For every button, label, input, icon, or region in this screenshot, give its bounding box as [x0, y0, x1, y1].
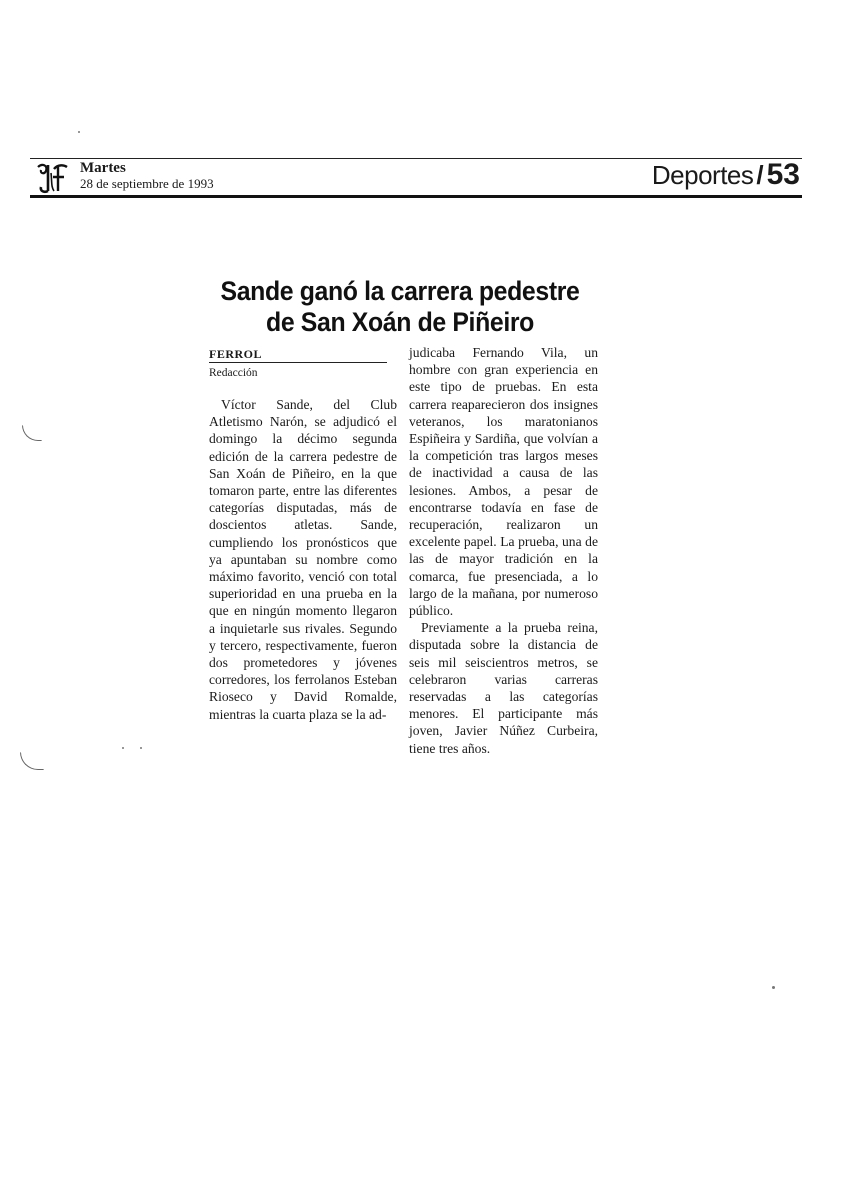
scan-speck — [772, 986, 775, 989]
headline-line-2: de San Xoán de Piñeiro — [266, 307, 534, 337]
byline-rule — [209, 362, 387, 363]
scan-mark — [20, 752, 44, 770]
headline-line-1: Sande ganó la carrera pedestre — [220, 276, 580, 306]
article-column-right — [409, 344, 598, 757]
paragraph-1-text-a: Víctor Sande, del Club Atletismo Narón, se adjudicó el domingo la décimo segunda edición de la carrera pedestre de San Xoán de Piñeiro, en la que tomaron parte, entre las diferentes categorías disputadas, más de doscientos atletas. Sande, cumpliendo los pronósticos que ya apuntaban su nombre como máximo favorito, venció con total superioridad en una prueba en la que en ningún momento llegaron a inquietarle sus rivales. Segundo y tercero, respectivamente, fueron dos prometedores y jóvenes corredores, los ferrolanos Esteban Rioseco y David Romalde, mientras la cuarta plaza se la ad- — [209, 397, 397, 722]
scan-mark — [22, 425, 42, 441]
scan-speck — [140, 747, 142, 749]
article-paragraph-1-part-1 — [209, 396, 397, 723]
page-number: 53 — [766, 158, 800, 191]
article-column-left — [209, 396, 397, 723]
paragraph-1-text-b: judicaba Fernando Vila, un hombre con gran experiencia en este tipo de pruebas. En esta carrera reaparecieron dos insignes veteranos, los maratonianos Espiñeira y Sardiña, que volvían a la competición tras largos meses de inactividad a causa de las lesiones. Ambos, a pesar de encontrarse todavía en fase de recuperación, realizaron un excelente papel. La prueba, una de las de mayor tradición en la comarca, fue presenciada, a lo largo de la mañana, por numeroso público. — [409, 345, 598, 619]
dateline-place: FERROL — [209, 347, 263, 361]
scan-speck — [78, 131, 80, 133]
page-header — [30, 155, 802, 200]
section-title — [652, 159, 800, 191]
issue-day: Martes — [80, 160, 126, 176]
article-headline — [170, 276, 630, 338]
section-name: Deportes — [651, 160, 754, 190]
newspaper-logo-icon — [34, 161, 70, 195]
byline — [209, 347, 389, 380]
section-separator: / — [756, 160, 764, 190]
article-paragraph-1-part-2 — [409, 344, 598, 619]
issue-date: 28 de septiembre de 1993 — [80, 176, 214, 191]
byline-author: Redacción — [209, 367, 258, 379]
article-paragraph-2: Previamente a la prueba reina, disputada sobre la distancia de seis mil seiscientros metros, se celebraron varias carreras reservadas a las categorías menores. El participante más joven, Javier Núñez Curbeira, tiene tres años. — [409, 620, 598, 756]
header-bottom-rule — [30, 195, 802, 198]
scan-speck — [122, 747, 124, 749]
